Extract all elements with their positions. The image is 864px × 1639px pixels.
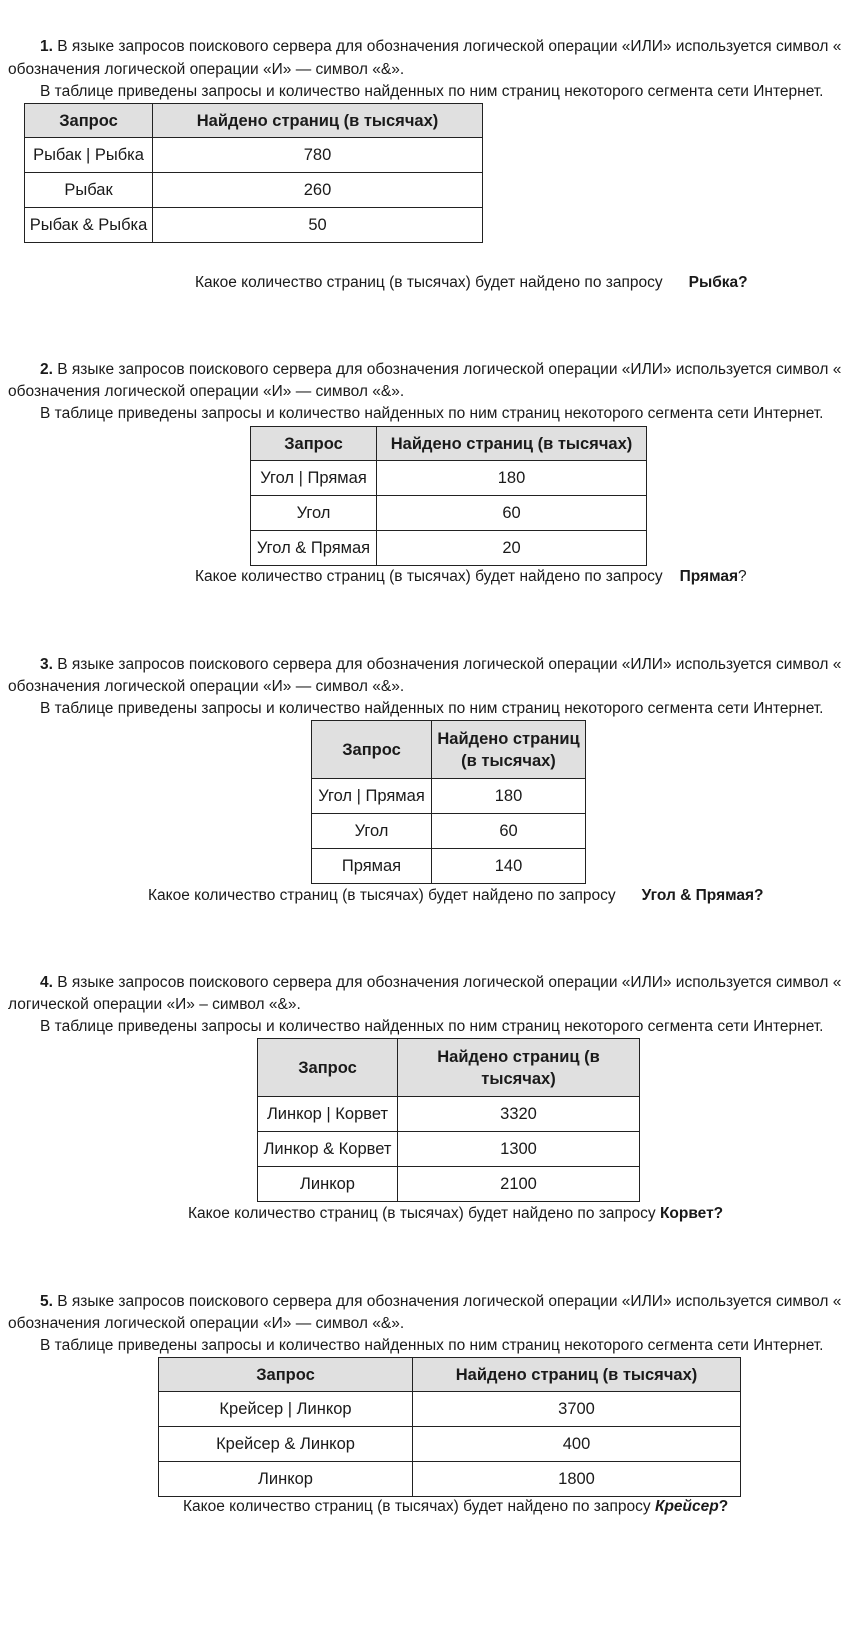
problem-5-table-intro: В таблице приведены запросы и количество найденных по ним страниц некоторого сегмента сети Интернет. [40, 1337, 824, 1354]
table-row [159, 1462, 741, 1497]
question-text: Какое количество страниц (в тысячах) будет найдено по запросу [148, 887, 616, 904]
cell-count: 60 [377, 496, 647, 531]
cell-count: 60 [432, 814, 586, 849]
cell-count: 3700 [413, 1392, 741, 1427]
header-found-line1: Найдено страниц [437, 729, 580, 748]
cell-query: Рыбак | Рыбка [25, 138, 153, 173]
table-row [25, 173, 483, 208]
problem-5-line1 [40, 1291, 841, 1313]
table-row [312, 814, 586, 849]
cell-query: Рыбак & Рыбка [25, 208, 153, 243]
problem-1-text: В языке запросов поискового сервера для обозначения логической операции «ИЛИ» используется символ « [57, 38, 842, 55]
problem-3-table [311, 720, 586, 884]
problem-3-line1 [40, 654, 841, 676]
cell-count: 1300 [398, 1132, 640, 1167]
problem-4-table-intro: В таблице приведены запросы и количество найденных по ним страниц некоторого сегмента сети Интернет. [40, 1018, 824, 1035]
problem-1-line1 [40, 36, 841, 58]
question-text: Какое количество страниц (в тысячах) будет найдено по запросу [188, 1205, 656, 1222]
header-found-line1: Найдено страниц (в [437, 1047, 600, 1066]
question-text: Какое количество страниц (в тысячах) будет найдено по запросу [195, 568, 663, 585]
problem-1-table [24, 103, 483, 243]
cell-query: Угол [312, 814, 432, 849]
problem-4-question [188, 1203, 723, 1225]
problem-2-line2: обозначения логической операции «И» — символ «&». [8, 383, 405, 400]
table-row [312, 779, 586, 814]
question-text: Какое количество страниц (в тысячах) будет найдено по запросу [183, 1498, 651, 1515]
cell-count: 400 [413, 1427, 741, 1462]
question-text: Какое количество страниц (в тысячах) будет найдено по запросу [195, 274, 663, 291]
problem-4-line1 [40, 972, 841, 994]
cell-query: Угол & Прямая [251, 531, 377, 566]
cell-query: Линкор [159, 1462, 413, 1497]
cell-query: Рыбак [25, 173, 153, 208]
header-query: Запрос [25, 104, 153, 138]
problem-4-table [257, 1038, 640, 1202]
cell-query: Крейсер & Линкор [159, 1427, 413, 1462]
problem-2-line1 [40, 359, 841, 381]
header-found-line2: тысячах) [481, 1069, 556, 1088]
problem-2-target: Прямая [679, 568, 738, 585]
cell-query: Линкор & Корвет [258, 1132, 398, 1167]
problem-4-target: Корвет? [659, 1205, 724, 1222]
header-query: Запрос [312, 721, 432, 779]
cell-count: 2100 [398, 1167, 640, 1202]
header-found-line2: (в тысячах) [461, 751, 556, 770]
problem-2-text: В языке запросов поискового сервера для обозначения логической операции «ИЛИ» используется символ « [57, 361, 842, 378]
cell-count: 20 [377, 531, 647, 566]
question-mark: ? [738, 568, 747, 585]
cell-count: 260 [153, 173, 483, 208]
problem-3-number: 3. [40, 656, 53, 673]
header-query: Запрос [251, 427, 377, 461]
problem-5-target: Крейсер [654, 1498, 719, 1515]
problem-5-number: 5. [40, 1293, 53, 1310]
problem-1-number: 1. [40, 38, 53, 55]
cell-query: Угол | Прямая [251, 461, 377, 496]
table-row [251, 531, 647, 566]
cell-count: 180 [432, 779, 586, 814]
cell-query: Линкор | Корвет [258, 1097, 398, 1132]
header-found: Найдено страниц (в тысячах) [413, 1358, 741, 1392]
problem-4-number: 4. [40, 974, 53, 991]
problem-5-table [158, 1357, 741, 1497]
table-row [251, 496, 647, 531]
cell-count: 1800 [413, 1462, 741, 1497]
table-row [159, 1392, 741, 1427]
cell-query: Линкор [258, 1167, 398, 1202]
problem-3-text: В языке запросов поискового сервера для обозначения логической операции «ИЛИ» используется символ « [57, 656, 842, 673]
cell-count: 180 [377, 461, 647, 496]
table-row [25, 138, 483, 173]
problem-4-line2: логической операции «И» – символ «&». [8, 996, 301, 1013]
table-row [312, 849, 586, 884]
problem-2-table [250, 426, 647, 566]
table-row [258, 1167, 640, 1202]
cell-count: 140 [432, 849, 586, 884]
problem-1-target: Рыбка? [688, 274, 748, 291]
cell-query: Прямая [312, 849, 432, 884]
cell-query: Крейсер | Линкор [159, 1392, 413, 1427]
table-row [159, 1427, 741, 1462]
problem-1-question [195, 272, 748, 294]
table-row [258, 1132, 640, 1167]
table-row [258, 1097, 640, 1132]
problem-4-text: В языке запросов поискового сервера для обозначения логической операции «ИЛИ» используется символ « [57, 974, 842, 991]
cell-count: 3320 [398, 1097, 640, 1132]
problem-2-question [195, 566, 747, 588]
cell-query: Угол | Прямая [312, 779, 432, 814]
problem-3-target: Угол & Прямая? [641, 887, 764, 904]
problem-2-number: 2. [40, 361, 53, 378]
problem-2-table-intro: В таблице приведены запросы и количество найденных по ним страниц некоторого сегмента сети Интернет. [40, 405, 824, 422]
problem-3-question [148, 885, 764, 907]
table-row [25, 208, 483, 243]
problem-1-table-intro: В таблице приведены запросы и количество найденных по ним страниц некоторого сегмента сети Интернет. [40, 83, 824, 100]
cell-count: 50 [153, 208, 483, 243]
problem-5-text: В языке запросов поискового сервера для обозначения логической операции «ИЛИ» используется символ « [57, 1293, 842, 1310]
header-query: Запрос [159, 1358, 413, 1392]
header-found: Найдено страниц (в тысячах) [153, 104, 483, 138]
problem-3-table-intro: В таблице приведены запросы и количество найденных по ним страниц некоторого сегмента сети Интернет. [40, 700, 824, 717]
problem-3-line2: обозначения логической операции «И» — символ «&». [8, 678, 405, 695]
header-found [432, 721, 586, 779]
header-found [398, 1039, 640, 1097]
header-query: Запрос [258, 1039, 398, 1097]
question-mark: ? [718, 1498, 729, 1515]
problem-5-question [183, 1496, 728, 1518]
table-row [251, 461, 647, 496]
header-found: Найдено страниц (в тысячах) [377, 427, 647, 461]
problem-1-line2: обозначения логической операции «И» — символ «&». [8, 61, 405, 78]
cell-count: 780 [153, 138, 483, 173]
cell-query: Угол [251, 496, 377, 531]
problem-5-line2: обозначения логической операции «И» — символ «&». [8, 1315, 405, 1332]
